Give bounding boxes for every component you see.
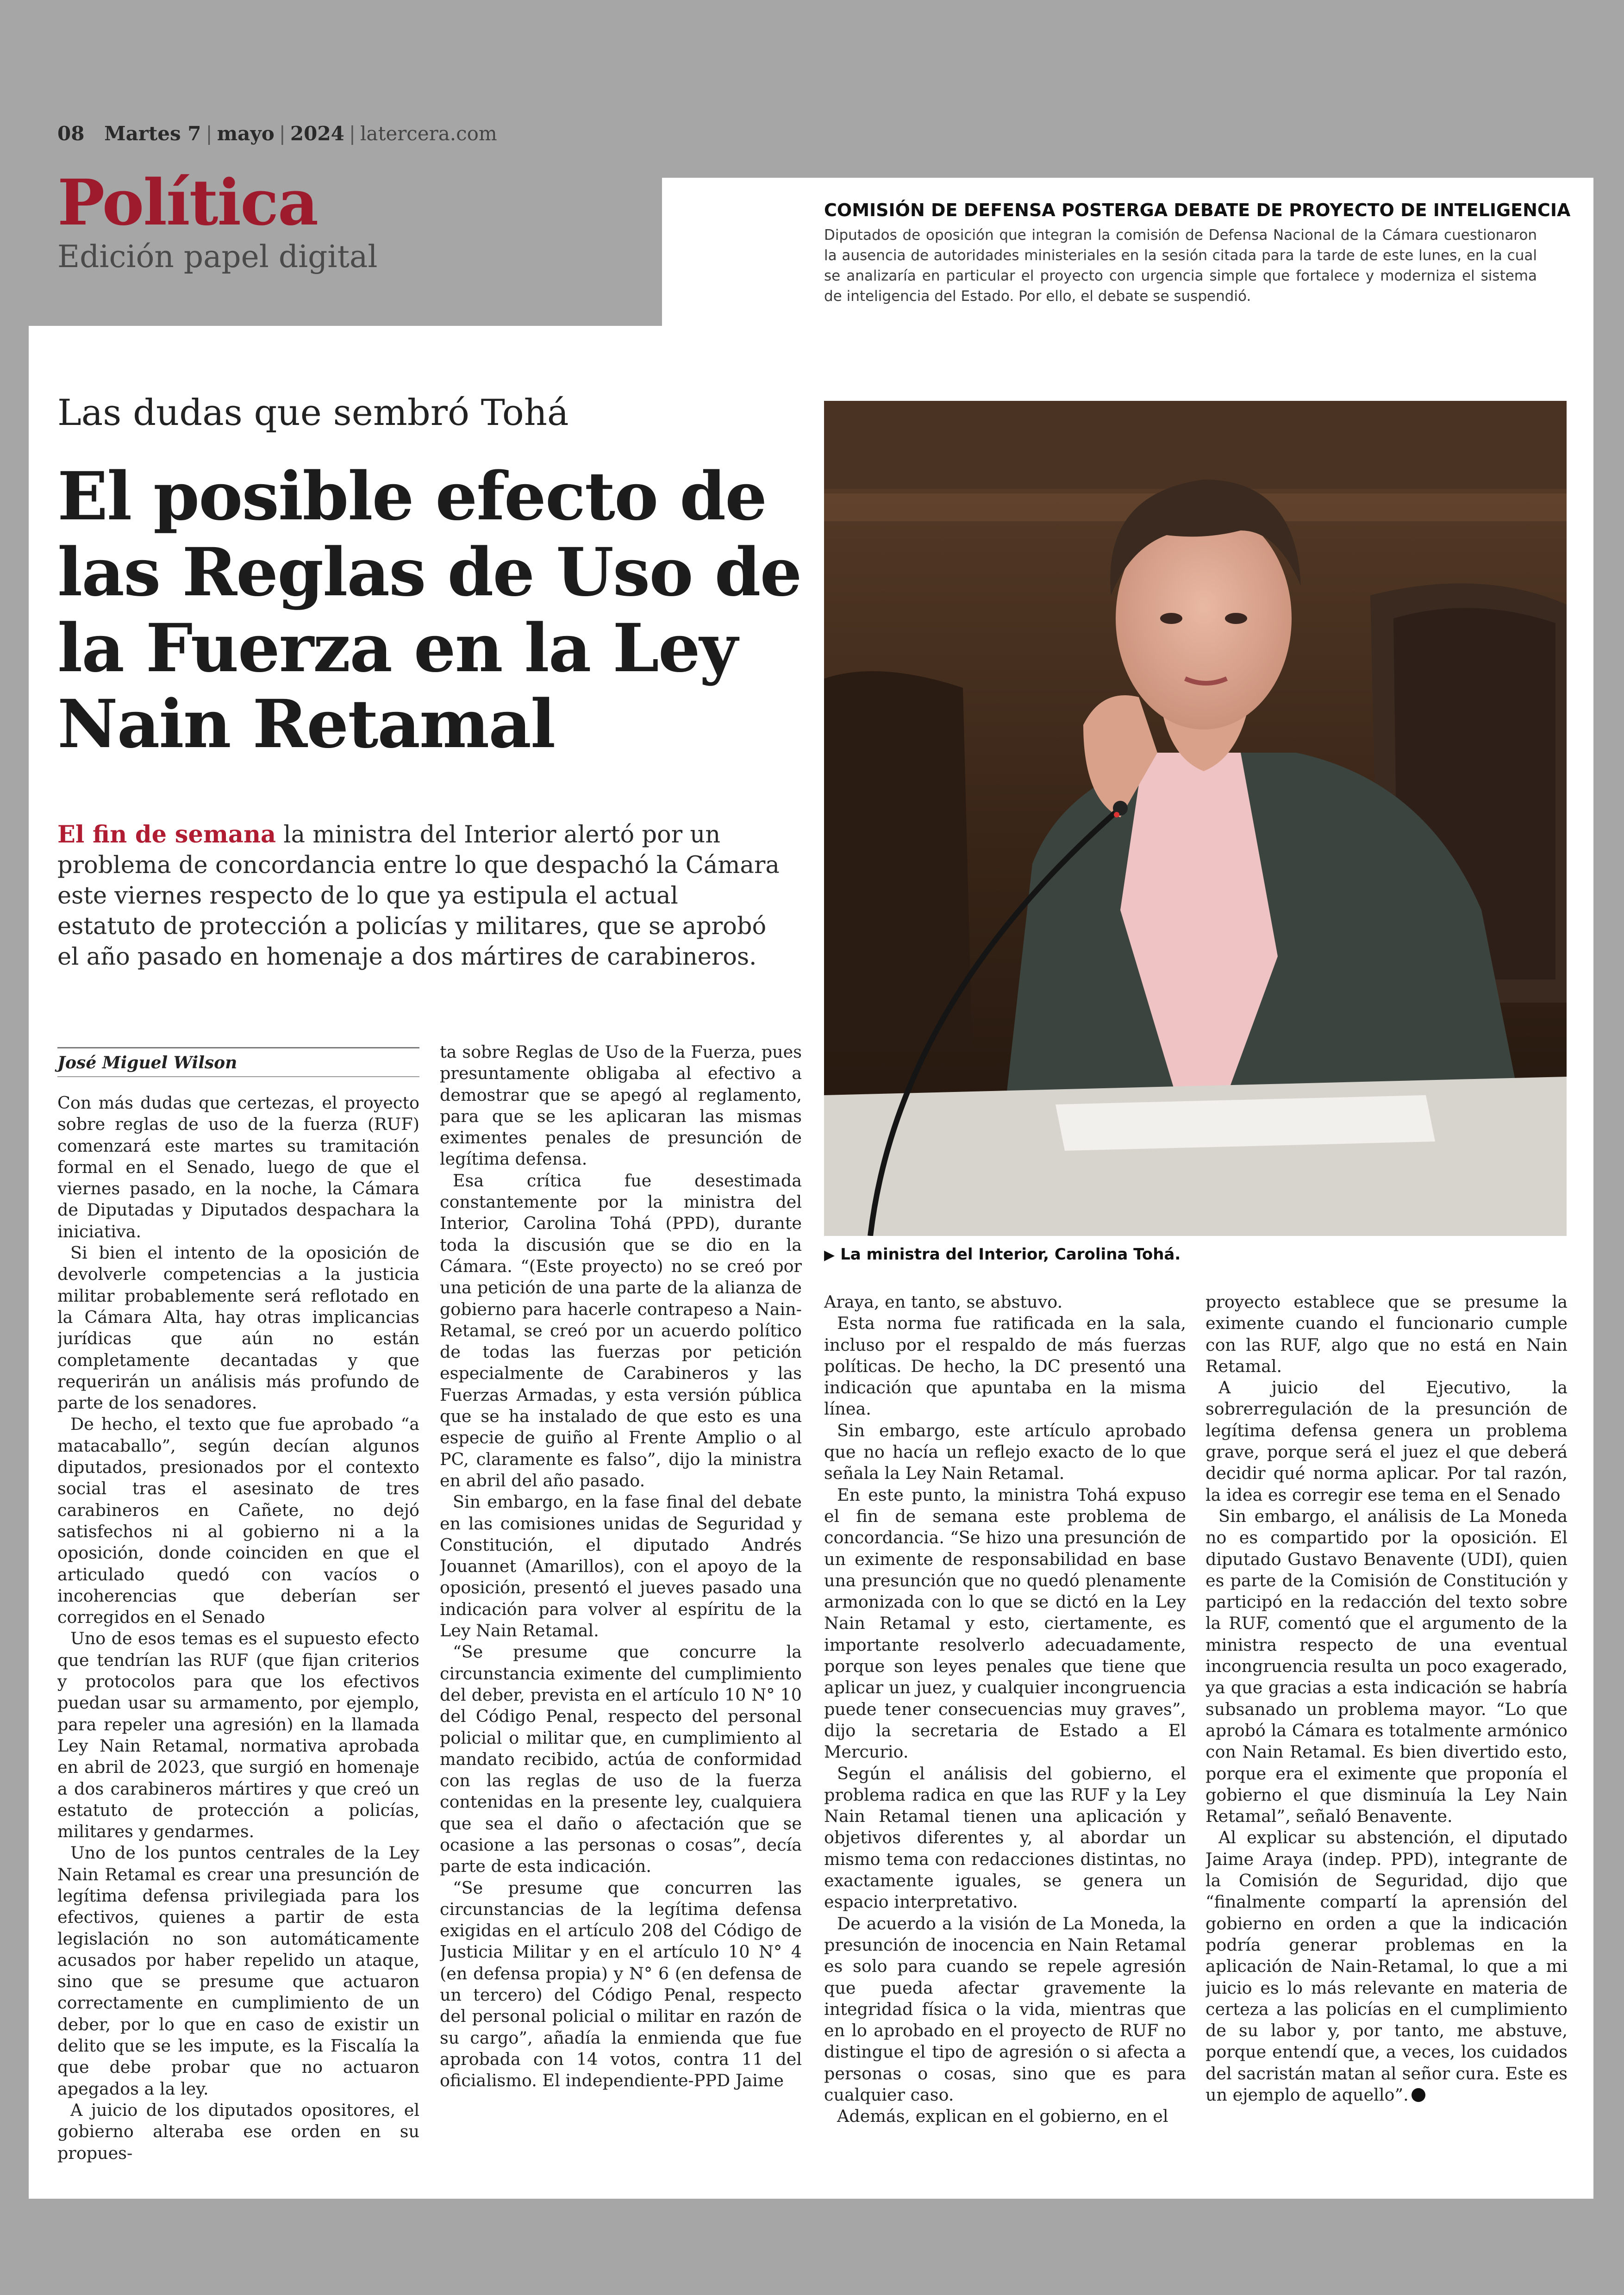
paragraph: proyecto establece que se presume la eximente cuando el funcionario cumple con las RUF, algo que no está en Nain Retamal.	[1206, 1292, 1568, 1376]
caption-text: La ministra del Interior, Carolina Tohá.	[840, 1245, 1181, 1264]
paragraph: Sin embargo, este artículo aprobado que no hacía un reflejo exacto de lo que señala la Ley Nain Retamal.	[824, 1420, 1186, 1484]
article-column-2	[440, 1041, 802, 2171]
paragraph: Si bien el intento de la oposición de devolverle competencias a la justicia militar probablemente será reflotado en la Cámara Alta, hay otras implicancias jurídicas que aún no están completamente decantadas y que requerirán un análisis más profundo de parte de los senadores.	[57, 1243, 419, 1413]
header-day: Martes 7	[104, 122, 201, 145]
paragraph: Uno de los puntos centrales de la Ley Nain Retamal es crear una presunción de legítima defensa privilegiada para los efectivos, quienes a partir de esta legislación no son automáticamente acusados por haber repelido un ataque, sino que se presume que actuaron correctamente en cumplimiento de un deber, por lo que en caso de existir un delito que se les impute, es la Fiscalía la que debe probar que no actuaron apegados a la ley.	[57, 1843, 419, 2099]
page-number: 08	[57, 122, 85, 145]
article-column-4	[1206, 1291, 1568, 2171]
final-paragraph-text: Al explicar su abstención, el diputado Jaime Araya (indep. PPD), integrante de la Comisión de Seguridad, dijo que “finalmente compartí la aprensión del gobierno en orden a que la indicación podría generar problemas en la aplicación de Nain-Retamal, lo que a mi juicio es lo más relevante en materia de certeza a las policías en el cumplimiento de su labor y, por tanto, me abstuve, porque entendí que, a veces, los cuidados del sacristán matan al señor cura. Este es un ejemplo de aquello”.	[1206, 1827, 1568, 2105]
article-kicker: Las dudas que sembró Tohá	[57, 392, 569, 434]
paragraph: Además, explican en el gobierno, en el	[837, 2106, 1168, 2127]
paragraph: Sin embargo, en la fase final del debate en las comisiones unidas de Seguridad y Constitución, el diputado Andrés Jouannet (Amarillos), con el apoyo de la oposición, presentó el jueves pasado una indicación para volver al espíritu de la Ley Nain Retamal.	[440, 1492, 802, 1641]
section-subtitle: Edición papel digital	[57, 239, 378, 274]
paragraph: Uno de esos temas es el supuesto efecto que tendrían las RUF (que fijan criterios y protocolos para que los efectivos puedan usar su armamento, por ejemplo, para repeler una agresión) en la llamada Ley Nain Retamal, normativa aprobada en abril de 2023, que surgió en homenaje a dos carabineros mártires y que creó un estatuto de protección a policías, militares y gendarmes.	[57, 1628, 419, 1842]
lead-highlight: El fin de semana	[57, 821, 276, 848]
lead-text: la ministra del Interior alertó por un problema de concordancia entre lo que despachó la Cámara este viernes respecto de lo que ya estipula el actual estatuto de protección a policías y militares, que se aprobó el año pasado en homenaje a dos mártires de carabineros.	[57, 821, 780, 971]
paragraph: Esta norma fue ratificada en la sala, incluso por el respaldo de más fuerzas políticas. De hecho, la DC presentó una indicación que apuntaba en la misma línea.	[824, 1313, 1186, 1419]
photo-caption	[824, 1245, 1567, 1264]
paragraph: Según el análisis del gobierno, el problema radica en que las RUF y la Ley Nain Retamal tienen una aplicación y objetivos diferentes y, al abordar un mismo tema con redacciones distintas, no exactamente iguales, se genera un espacio interpretativo.	[824, 1763, 1186, 1912]
paragraph	[1206, 1827, 1568, 2106]
end-mark-icon	[1412, 2088, 1425, 2102]
photo-illustration	[824, 401, 1567, 1236]
article-column-1	[57, 1092, 419, 2171]
paragraph: A juicio de los diputados opositores, el gobierno alteraba ese orden en su propues-	[57, 2100, 419, 2163]
paragraph: ta sobre Reglas de Uso de la Fuerza, pues presuntamente obligaba al efectivo a demostrar que se apegó al reglamento, para que se les aplicaran las mismas eximentes penales de presunción de legítima defensa.	[440, 1042, 802, 1169]
article-lead	[57, 819, 780, 973]
header-year: 2024	[290, 122, 344, 145]
teaser-headline: COMISIÓN DE DEFENSA POSTERGA DEBATE DE PROYECTO DE INTELIGENCIA	[824, 200, 1571, 220]
article-headline: El posible efecto de las Reglas de Uso de la Fuerza en la Ley Nain Retamal	[57, 457, 801, 763]
paragraph: Araya, en tanto, se abstuvo.	[824, 1292, 1063, 1312]
section-title: Política	[57, 166, 318, 240]
paragraph: Esa crítica fue desestimada constantemente por la ministra del Interior, Carolina Tohá (PPD), durante toda la discusión que se dio en la Cámara. “(Este proyecto) no se creó por una petición de una parte de la alianza de gobierno para hacerle contrapeso a Nain-Retamal, se creó por un acuerdo político de todas las fuerzas por petición especialmente de Carabineros y las Fuerzas Armadas, y esta versión pública que se ha instalado de que esto es una especie de guiño al Frente Amplio o al PC, claramente es falso”, dijo la ministra en abril del año pasado.	[440, 1170, 802, 1491]
paragraph: De hecho, el texto que fue aprobado “a matacaballo”, según decían algunos diputados, presionados por el contexto social tras el asesinato de tres carabineros en Cañete, no dejó satisfechos ni al gobierno ni a la oposición, donde coinciden en que el articulado quedó con vacíos o incoherencias que deberían ser corregidos en el Senado	[57, 1414, 419, 1628]
header-month: mayo	[217, 122, 275, 145]
article-photo	[824, 401, 1567, 1236]
caption-triangle-icon: ▶	[824, 1247, 835, 1263]
paragraph: De acuerdo a la visión de La Moneda, la presunción de inocencia en Nain Retamal es solo para cuando se repele agresión que pueda afectar gravemente la integridad física o la vida, mientras que en lo aprobado en el proyecto de RUF no distingue el tipo de agresión o si afecta a personas o cosas, sino que es para cualquier caso.	[824, 1913, 1186, 2105]
paragraph: Sin embargo, el análisis de La Moneda no es compartido por la oposición. El diputado Gustavo Benavente (UDI), quien es parte de la Comisión de Constitución y participó en la redacción del texto sobre la RUF, comentó que el argumento de la ministra respecto de una eventual incongruencia resulta un poco exagerado, ya que gracias a esta indicación se habría subsanado un problema mayor. “Lo que aprobó la Cámara es totalmente armónico con Nain Retamal. Es bien divertido esto, porque era el eximente que proponía el gobierno el que disminuía la Ley Nain Retamal”, señaló Benavente.	[1206, 1506, 1568, 1827]
paragraph: “Se presume que concurre la circunstancia eximente del cumplimiento del deber, prevista en el artículo 10 N° 10 del Código Penal, respecto del personal policial o militar que, en cumplimiento al mandato recibido, actúa de conformidad con las reglas de uso de la fuerza contenidas en la presente ley, cualquiera que sea el daño o afectación que se ocasione a las personas o cosas”, decía parte de esta indicación.	[440, 1642, 802, 1877]
page-header: 08 Martes 7 | mayo | 2024 | latercera.com	[57, 122, 497, 145]
article-column-3	[824, 1291, 1186, 2171]
teaser-box	[662, 178, 1593, 331]
teaser-body: Diputados de oposición que integran la comisión de Defensa Nacional de la Cámara cuestionaron la ausencia de autoridades ministeriales en la sesión citada para la tarde de este lunes, en la cual se analizaría en particular el proyecto con urgencia simple que fortalece y moderniza el sistema de inteligencia del Estado. Por ello, el debate se suspendió.	[824, 227, 1537, 305]
paragraph: En este punto, la ministra Tohá expuso el fin de semana este problema de concordancia. “Se hizo una presunción de un eximente de responsabilidad en base una presunción que no quedó plenamente armonizada con lo que se dictó en la Ley Nain Retamal y esto, ciertamente, es importante resolverlo adecuadamente, porque son leyes penales que tiene que aplicar un juez, y cualquier incongruencia puede tener consecuencias muy graves”, dijo la secretaria de Estado a El Mercurio.	[824, 1484, 1186, 1762]
article-byline: José Miguel Wilson	[57, 1047, 419, 1077]
paragraph: “Se presume que concurren las circunstancias de la legítima defensa exigidas en el artículo 208 del Código de Justicia Militar y en el artículo 10 N° 4 (en defensa propia) y N° 6 (en defensa de un tercero) del Código Penal, respecto del personal policial o militar en razón de su cargo”, añadía la enmienda que fue aprobada con 14 votos, contra 11 del oficialismo. El independiente-PPD Jaime	[440, 1877, 802, 2091]
header-site-link[interactable]: latercera.com	[360, 122, 497, 145]
paragraph: Con más dudas que certezas, el proyecto sobre reglas de uso de la fuerza (RUF) comenzará este martes su tramitación formal en el Senado, luego de que el viernes pasado, en la noche, la Cámara de Diputadas y Diputados despachara la iniciativa.	[57, 1093, 419, 1241]
paragraph: A juicio del Ejecutivo, la sobrerregulación de la presunción de legítima defensa genera un problema grave, porque será el juez el que deberá decidir qué norma aplicar. Por tal razón, la idea es corregir ese tema en el Senado	[1206, 1378, 1568, 1505]
